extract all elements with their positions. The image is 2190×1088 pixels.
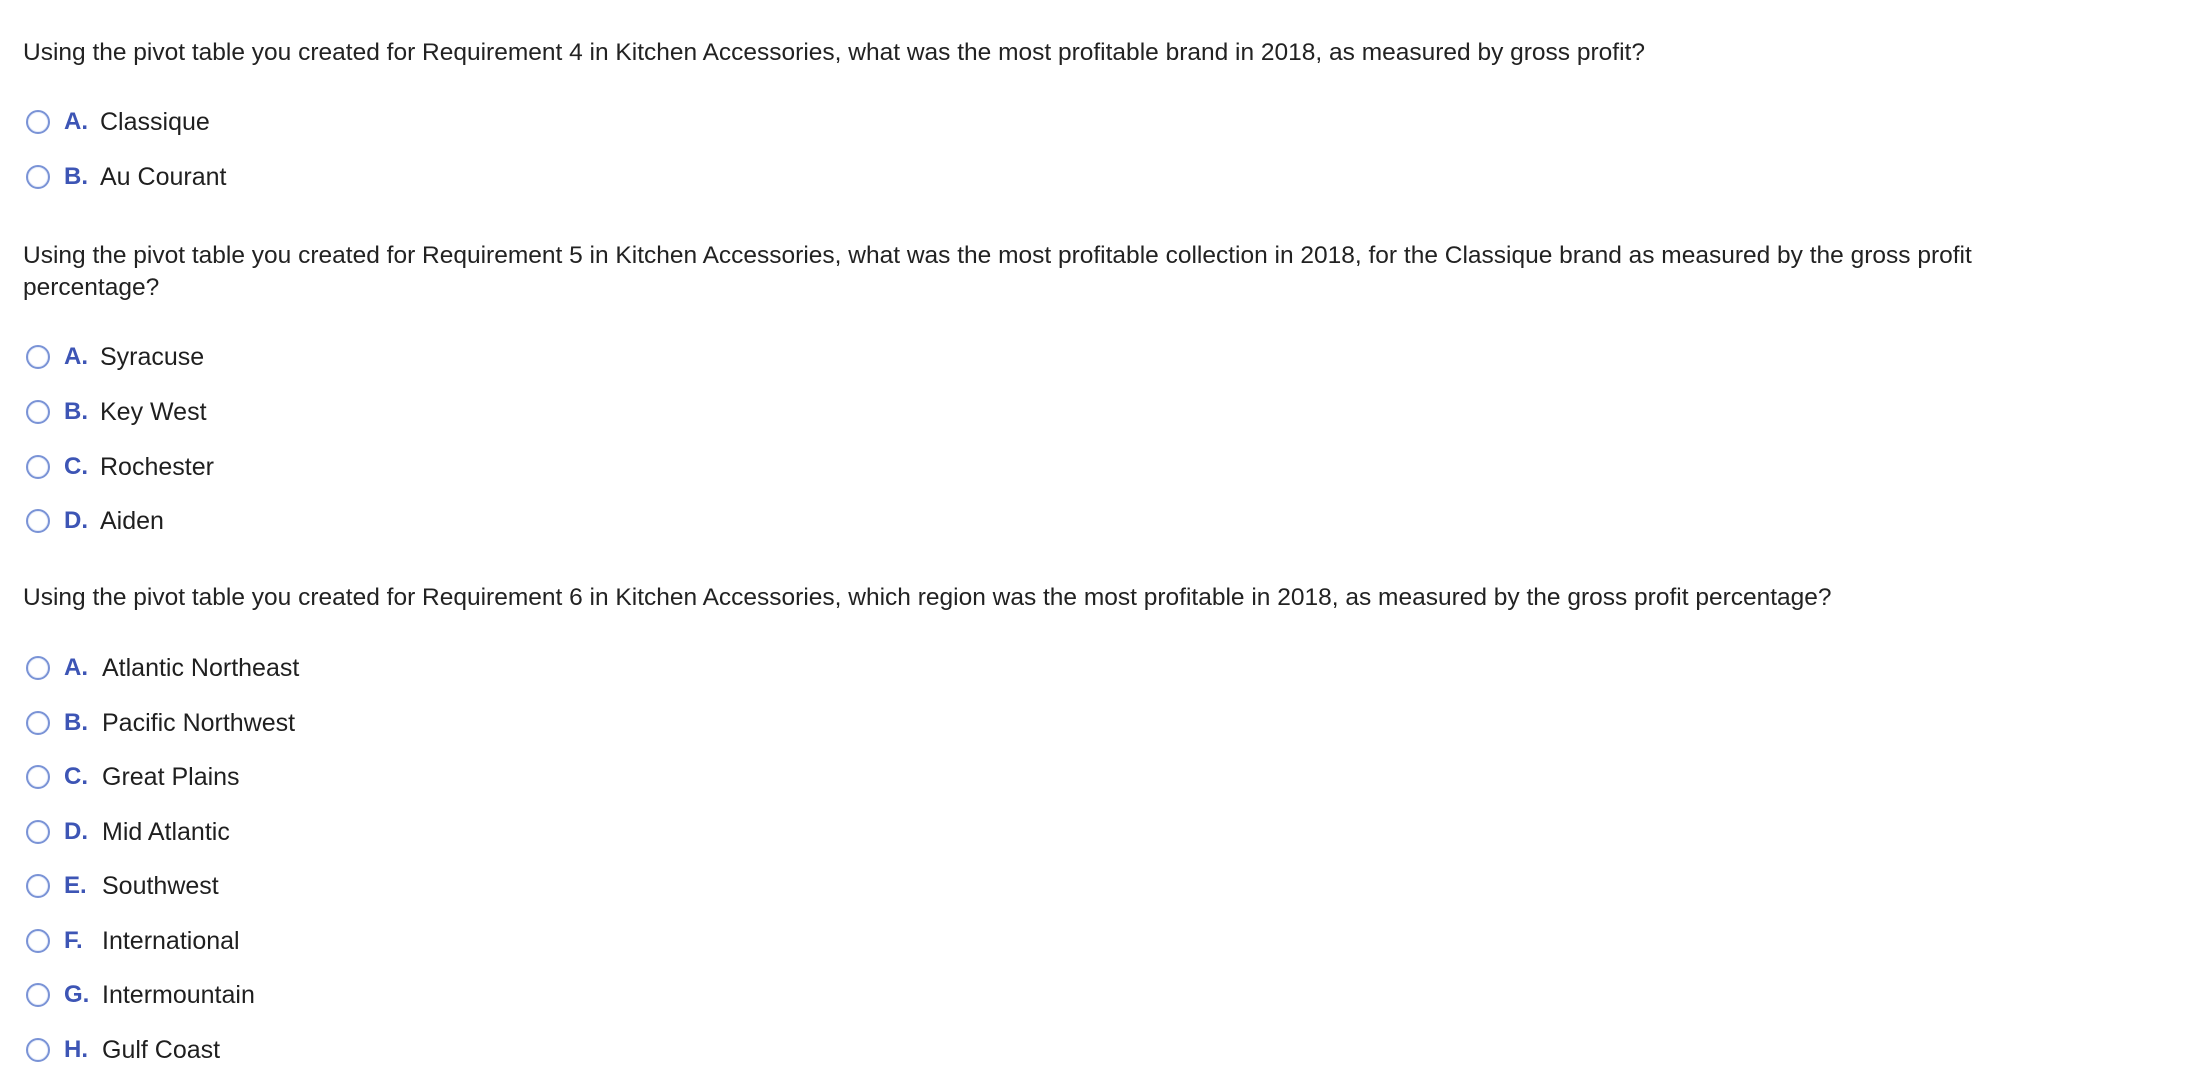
question-3-option-h[interactable] (26, 1032, 220, 1068)
option-letter: A. (64, 343, 88, 370)
radio-button-icon[interactable] (26, 509, 50, 533)
question-2-option-c[interactable] (26, 449, 214, 485)
option-letter: A. (64, 654, 88, 681)
option-label: Classique (100, 107, 210, 136)
option-label: Intermountain (102, 980, 255, 1009)
option-label: Southwest (102, 871, 219, 900)
radio-button-icon[interactable] (26, 165, 50, 189)
question-1-option-b[interactable] (26, 159, 226, 195)
option-label: Key West (100, 397, 207, 426)
radio-button-icon[interactable] (26, 345, 50, 369)
radio-button-icon[interactable] (26, 656, 50, 680)
question-3-option-a[interactable] (26, 650, 299, 686)
option-letter: C. (64, 453, 88, 480)
option-label: Pacific Northwest (102, 708, 296, 737)
option-letter: C. (64, 763, 88, 790)
question-1-text: Using the pivot table you created for Requirement 4 in Kitchen Accessories, what was the most profitable brand in 2018, as measured by gross profit? (23, 39, 1645, 66)
option-label: Gulf Coast (102, 1035, 221, 1064)
option-letter: B. (64, 709, 88, 736)
option-label: International (102, 926, 240, 955)
radio-button-icon[interactable] (26, 711, 50, 735)
question-3-option-b[interactable] (26, 705, 295, 741)
question-3-option-d[interactable] (26, 814, 230, 850)
radio-button-icon[interactable] (26, 765, 50, 789)
question-3-option-c[interactable] (26, 759, 240, 795)
radio-button-icon[interactable] (26, 455, 50, 479)
option-label: Aiden (100, 506, 164, 535)
question-3-option-g[interactable] (26, 977, 255, 1013)
option-label: Au Courant (100, 162, 227, 191)
option-label: Rochester (100, 452, 214, 481)
option-letter: B. (64, 163, 88, 190)
option-label: Mid Atlantic (102, 817, 230, 846)
question-2-option-d[interactable] (26, 503, 164, 539)
question-2-text: Using the pivot table you created for Requirement 5 in Kitchen Accessories, what was the most profitable collection in 2018, for the Classique brand as measured by the gross profit percentage? (23, 242, 1972, 301)
radio-button-icon[interactable] (26, 1038, 50, 1062)
option-letter: A. (64, 108, 88, 135)
radio-button-icon[interactable] (26, 874, 50, 898)
radio-button-icon[interactable] (26, 820, 50, 844)
question-1-option-a[interactable] (26, 104, 210, 140)
question-2-option-b[interactable] (26, 394, 207, 430)
option-label: Great Plains (102, 762, 240, 791)
option-letter: H. (64, 1036, 88, 1063)
radio-button-icon[interactable] (26, 983, 50, 1007)
option-label: Syracuse (100, 342, 205, 371)
option-letter: F. (64, 927, 83, 954)
question-3-option-f[interactable] (26, 923, 240, 959)
option-letter: E. (64, 872, 87, 899)
question-3-text: Using the pivot table you created for Requirement 6 in Kitchen Accessories, which region was the most profitable in 2018, as measured by the gross profit percentage? (23, 584, 1832, 611)
question-3-option-e[interactable] (26, 868, 219, 904)
option-letter: D. (64, 818, 88, 845)
option-letter: G. (64, 981, 90, 1008)
question-2-option-a[interactable] (26, 339, 204, 375)
option-letter: B. (64, 398, 88, 425)
option-letter: D. (64, 507, 88, 534)
radio-button-icon[interactable] (26, 110, 50, 134)
option-label: Atlantic Northeast (102, 653, 300, 682)
radio-button-icon[interactable] (26, 400, 50, 424)
radio-button-icon[interactable] (26, 929, 50, 953)
